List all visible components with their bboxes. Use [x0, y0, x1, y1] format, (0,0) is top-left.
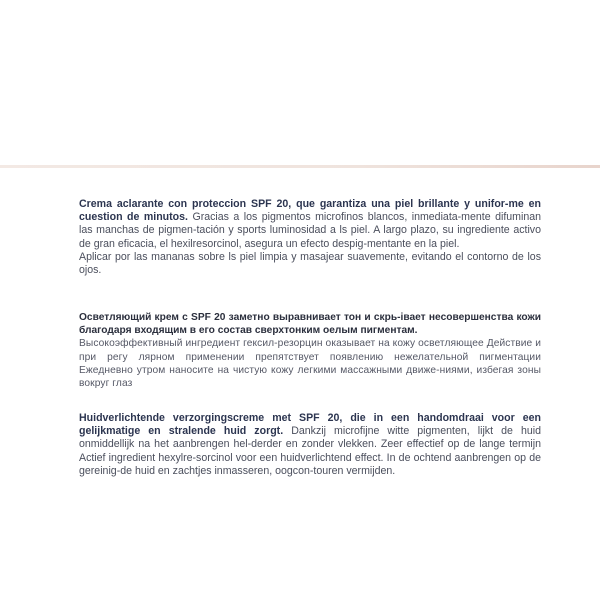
russian-section: [79, 311, 541, 390]
russian-lead-text: Осветляющий крем с SPF 20 заметно выравнивает тон и скрь-івает несовершенства кожи благодаря входящим в его состав сверхтонким оелым пигментам.: [79, 312, 541, 337]
dutch-paragraph: [79, 412, 541, 478]
spanish-body-text: Gracias a los pigmentos microfinos blancos, inmediata-mente difuminan las manchas de pigmen-tación y sports luminosidad a ls piel. A largo plazo, su ingrediente activo de gran eficacia, el hexilresorcinol, asegura un efecto despig-mentante en la piel.: [79, 211, 542, 250]
spanish-paragraph: [79, 198, 541, 251]
label-edge-line: [0, 165, 600, 168]
spanish-usage-text: Aplicar por las mananas sobre ls piel limpia y masajear suavemente, evitando el contorno de los ojos.: [79, 250, 541, 277]
dutch-body-text: Dankzij microfijne witte pigmenten, lijkt de huid onmiddellijk na het aanbrengen hel-derder en zonder vlekken. Zeer effectief op de lange termijn Actief ingredient hexylre-sorcinol voor een huidverlichtend effect. In de ochtend aanbrengen op de gereinig-de huid en zachtjes inmasseren, oogcon-touren vermijden.: [79, 425, 541, 477]
spanish-section: [79, 198, 541, 277]
russian-body-text: Высокоэффективный ингредиент гексил-резорцин оказывает на кожу осветляющее Действие и при регу лярном применении препятствует появлению нежелательной пигментации Ежедневно утром наносите на чистую кожу легкими массажными движе-ниями, избегая зоны вокруг глаз: [79, 338, 541, 390]
dutch-lead-text: Huidverlichtende verzorgingscreme met SPF 20, die in een handomdraai voor een gelijkmatige en stralende huid zorgt.: [79, 412, 541, 438]
spanish-lead-text: Crema aclarante con proteccion SPF 20, que garantiza una piel brillante y unifor-me en cuestion de minutos.: [79, 198, 541, 224]
dutch-section: [79, 412, 541, 478]
